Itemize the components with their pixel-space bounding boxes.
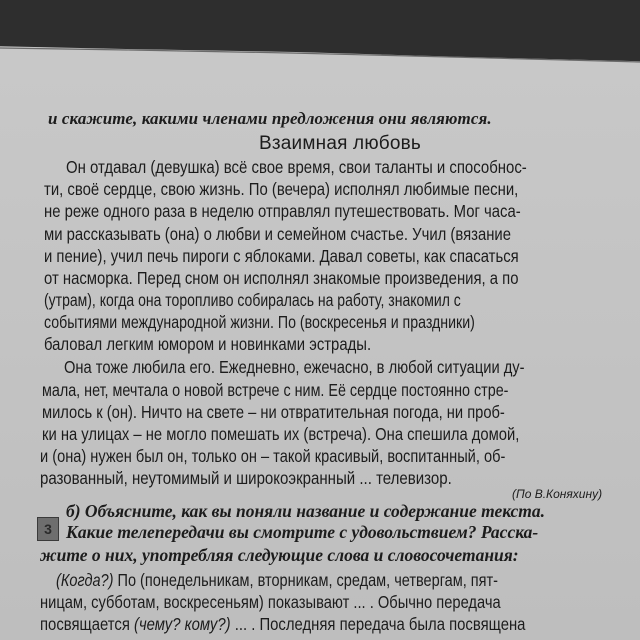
paragraph1-line-5: и пение), учил печь пироги с яблоками. Давал советы, как спасаться bbox=[44, 246, 519, 266]
paragraph2-line-1: Она тоже любила его. Ежедневно, ежечасно, в любой ситуации ду- bbox=[64, 357, 525, 377]
paragraph1-line-8: событиями международной жизни. По (воскресенья и праздники) bbox=[44, 312, 475, 332]
paragraph2-line-6: разованный, неутомимый и широкоэкранный ... телевизор. bbox=[40, 468, 452, 488]
paragraph1-line-1: Он отдавал (девушка) всё свое время, свои таланты и способнос- bbox=[66, 157, 527, 177]
paragraph1-line-9: баловал легким юмором и новинками эстрады. bbox=[44, 334, 372, 354]
paragraph1-line-6: от насморка. Перед сном он исполнял знакомые произведения, а по bbox=[44, 268, 519, 288]
exercise3-line-3-text: посвящается bbox=[40, 614, 135, 634]
exercise-prompt-end: и скажите, какими членами предложения они являются. bbox=[48, 109, 492, 128]
exercise-number-badge: 3 bbox=[37, 517, 59, 541]
paragraph1-line-7: (утрам), когда она торопливо собиралась на работу, знакомил с bbox=[44, 290, 461, 310]
exercise3-line-1-text: По (понедельникам, вторникам, средам, четвергам, пят- bbox=[113, 570, 499, 590]
paragraph2-line-2: мала, нет, мечтала о новой встрече с ним. Её сердце постоянно стре- bbox=[42, 380, 509, 400]
exercise3-line-3-tail: ... . Последняя передача была посвящена bbox=[230, 614, 526, 634]
exercise3-line-1 bbox=[56, 570, 498, 591]
question-to-what-whom: (чему? кому?) bbox=[134, 614, 231, 634]
paragraph2-line-5: и (она) нужен был он, только он – такой красивый, воспитанный, об- bbox=[40, 446, 506, 466]
paragraph2-line-3: милось к (он). Ничто на свете – ни отвратительная погода, ни проб- bbox=[42, 402, 505, 422]
task-b-instruction: б) Объясните, как вы поняли название и содержание текста. bbox=[66, 501, 545, 521]
paragraph1-line-3: не реже одного раза в неделю отправлял путешествовать. Мог часа- bbox=[44, 201, 521, 221]
paragraph1-line-2: ти, своё сердце, свою жизнь. По (вечера) исполнял любимые песни, bbox=[44, 179, 519, 199]
question-when: (Когда?) bbox=[56, 570, 114, 590]
exercise3-line-3 bbox=[40, 614, 525, 635]
exercise3-line-2 bbox=[40, 592, 501, 613]
exercise3-prompt-line-2: жите о них, употребляя следующие слова и словосочетания: bbox=[40, 545, 519, 565]
paragraph2-line-4: ки на улицах – не могло помешать их (встреча). Она спешила домой, bbox=[42, 424, 520, 444]
text-title: Взаимная любовь bbox=[259, 133, 422, 154]
source-attribution: (По В.Коняхину) bbox=[512, 487, 603, 501]
exercise3-line-2-text: ницам, субботам, воскресеньям) показывают ... . Обычно передача bbox=[40, 592, 501, 612]
exercise3-prompt-line-1: Какие телепередачи вы смотрите с удовольствием? Расска- bbox=[66, 522, 539, 542]
paragraph1-line-4: ми рассказывать (она) о любви и семейном счастье. Учил (вязание bbox=[44, 224, 512, 244]
